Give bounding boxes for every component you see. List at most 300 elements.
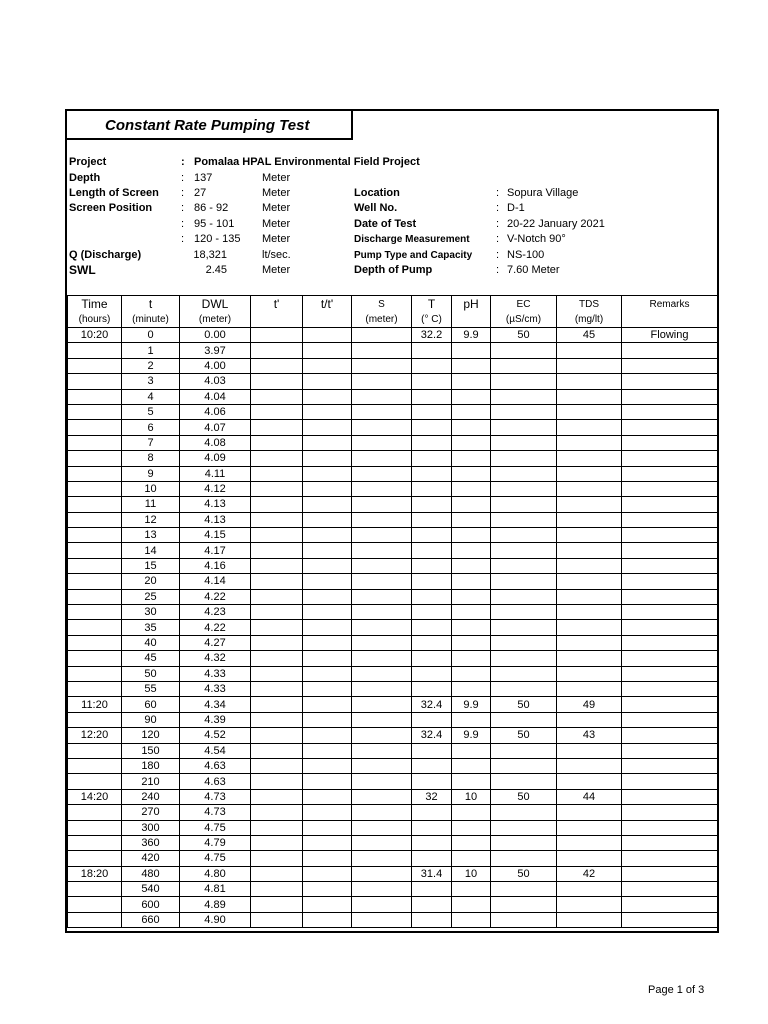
cell-dwl: 4.80	[180, 866, 251, 881]
cell-ph	[452, 466, 491, 481]
cell-time	[68, 389, 122, 404]
info-value: Pomalaa HPAL Environmental Field Project	[194, 156, 420, 168]
cell-t-over-t-prime	[303, 866, 352, 881]
cell-time	[68, 743, 122, 758]
cell-dwl: 4.79	[180, 835, 251, 850]
cell-time	[68, 404, 122, 419]
cell-dwl: 4.13	[180, 497, 251, 512]
info-separator: :	[181, 172, 185, 184]
cell-s	[352, 343, 412, 358]
info-unit: Meter	[262, 264, 291, 276]
cell-tds: 43	[557, 728, 622, 743]
cell-ph	[452, 758, 491, 773]
cell-dwl: 4.03	[180, 374, 251, 389]
cell-ph	[452, 620, 491, 635]
cell-s	[352, 666, 412, 681]
cell-remarks	[622, 882, 718, 897]
cell-t-prime	[251, 466, 303, 481]
cell-time	[68, 666, 122, 681]
table-row	[68, 912, 718, 927]
cell-s	[352, 543, 412, 558]
cell-temperature	[412, 358, 452, 373]
cell-t: 8	[122, 451, 180, 466]
cell-ec	[491, 512, 557, 527]
table-header-row	[68, 296, 718, 313]
cell-t-over-t-prime	[303, 497, 352, 512]
cell-remarks	[622, 374, 718, 389]
cell-remarks	[622, 528, 718, 543]
cell-ph	[452, 435, 491, 450]
cell-time	[68, 558, 122, 573]
cell-t: 11	[122, 497, 180, 512]
cell-dwl: 4.75	[180, 851, 251, 866]
cell-t-prime	[251, 758, 303, 773]
cell-ec: 50	[491, 866, 557, 881]
cell-temperature	[412, 743, 452, 758]
cell-remarks	[622, 820, 718, 835]
cell-dwl: 4.15	[180, 528, 251, 543]
cell-dwl: 4.54	[180, 743, 251, 758]
column-unit-ec: (µS/cm)	[491, 312, 557, 328]
info-label: Project	[69, 156, 107, 168]
cell-ec	[491, 528, 557, 543]
cell-tds: 42	[557, 866, 622, 881]
info-separator: :	[181, 187, 185, 199]
cell-s	[352, 635, 412, 650]
cell-ph: 10	[452, 866, 491, 881]
column-header-temperature: T	[412, 296, 452, 313]
info-separator: :	[496, 233, 500, 245]
cell-t: 270	[122, 805, 180, 820]
cell-tds	[557, 681, 622, 696]
info-unit: Meter	[262, 202, 291, 214]
cell-remarks	[622, 389, 718, 404]
cell-ec	[491, 389, 557, 404]
cell-ph	[452, 805, 491, 820]
cell-ec	[491, 497, 557, 512]
cell-t-over-t-prime	[303, 712, 352, 727]
cell-t-prime	[251, 651, 303, 666]
table-row	[68, 851, 718, 866]
cell-remarks	[622, 605, 718, 620]
cell-ph	[452, 404, 491, 419]
cell-t-over-t-prime	[303, 620, 352, 635]
cell-t-prime	[251, 712, 303, 727]
cell-remarks	[622, 712, 718, 727]
cell-t-prime	[251, 620, 303, 635]
cell-time	[68, 635, 122, 650]
cell-ph	[452, 497, 491, 512]
cell-temperature: 32.4	[412, 728, 452, 743]
info-separator: :	[181, 233, 185, 245]
cell-t-prime	[251, 728, 303, 743]
cell-t: 50	[122, 666, 180, 681]
cell-time	[68, 712, 122, 727]
column-header-tds: TDS	[557, 296, 622, 313]
info-value: 7.60 Meter	[507, 264, 560, 276]
cell-ec: 50	[491, 789, 557, 804]
cell-t: 15	[122, 558, 180, 573]
cell-dwl: 4.22	[180, 620, 251, 635]
cell-ph	[452, 512, 491, 527]
table-row	[68, 866, 718, 881]
info-separator: :	[181, 156, 185, 168]
cell-remarks	[622, 574, 718, 589]
cell-t: 7	[122, 435, 180, 450]
info-value: 18,321	[193, 249, 227, 261]
info-value: Sopura Village	[507, 187, 579, 199]
cell-remarks	[622, 543, 718, 558]
cell-ph	[452, 374, 491, 389]
cell-t-over-t-prime	[303, 697, 352, 712]
cell-tds	[557, 389, 622, 404]
cell-s	[352, 528, 412, 543]
info-label: Q (Discharge)	[69, 249, 142, 261]
cell-t-prime	[251, 512, 303, 527]
cell-t-prime	[251, 435, 303, 450]
cell-temperature	[412, 404, 452, 419]
info-value: NS-100	[507, 249, 545, 261]
cell-t: 180	[122, 758, 180, 773]
cell-dwl: 0.00	[180, 328, 251, 343]
cell-t-over-t-prime	[303, 528, 352, 543]
cell-t: 0	[122, 328, 180, 343]
cell-ph	[452, 589, 491, 604]
cell-ec	[491, 882, 557, 897]
cell-temperature	[412, 451, 452, 466]
info-value: 86 - 92	[194, 202, 229, 214]
cell-tds	[557, 712, 622, 727]
cell-ec	[491, 635, 557, 650]
pumping-data-table	[67, 295, 718, 928]
cell-time	[68, 481, 122, 496]
cell-t-over-t-prime	[303, 774, 352, 789]
cell-t: 90	[122, 712, 180, 727]
cell-t-prime	[251, 789, 303, 804]
table-row	[68, 466, 718, 481]
cell-temperature	[412, 666, 452, 681]
cell-t: 420	[122, 851, 180, 866]
cell-remarks	[622, 789, 718, 804]
cell-temperature	[412, 574, 452, 589]
cell-ph	[452, 451, 491, 466]
cell-t: 120	[122, 728, 180, 743]
cell-tds	[557, 543, 622, 558]
cell-tds	[557, 558, 622, 573]
cell-ph	[452, 666, 491, 681]
cell-time	[68, 466, 122, 481]
cell-dwl: 4.89	[180, 897, 251, 912]
cell-t-over-t-prime	[303, 851, 352, 866]
cell-remarks	[622, 635, 718, 650]
info-separator: :	[496, 264, 500, 276]
cell-ec	[491, 451, 557, 466]
cell-dwl: 4.00	[180, 358, 251, 373]
info-separator: :	[181, 218, 185, 230]
cell-t-prime	[251, 697, 303, 712]
cell-s	[352, 789, 412, 804]
cell-ec	[491, 666, 557, 681]
table-row	[68, 481, 718, 496]
column-unit-s: (meter)	[352, 312, 412, 328]
cell-t-over-t-prime	[303, 835, 352, 850]
cell-time	[68, 497, 122, 512]
cell-s	[352, 835, 412, 850]
cell-s	[352, 574, 412, 589]
cell-temperature	[412, 912, 452, 927]
cell-t-over-t-prime	[303, 574, 352, 589]
cell-s	[352, 374, 412, 389]
cell-tds	[557, 805, 622, 820]
cell-remarks	[622, 481, 718, 496]
cell-tds	[557, 882, 622, 897]
cell-remarks	[622, 728, 718, 743]
cell-s	[352, 897, 412, 912]
cell-remarks	[622, 512, 718, 527]
cell-tds	[557, 851, 622, 866]
column-header-dwl: DWL	[180, 296, 251, 313]
cell-time	[68, 912, 122, 927]
table-row	[68, 712, 718, 727]
cell-dwl: 4.33	[180, 681, 251, 696]
cell-t-prime	[251, 835, 303, 850]
cell-dwl: 4.73	[180, 805, 251, 820]
cell-t: 4	[122, 389, 180, 404]
cell-ec	[491, 712, 557, 727]
cell-s	[352, 481, 412, 496]
cell-t-over-t-prime	[303, 558, 352, 573]
cell-tds	[557, 435, 622, 450]
cell-temperature	[412, 774, 452, 789]
table-row	[68, 805, 718, 820]
cell-time: 10:20	[68, 328, 122, 343]
cell-t-prime	[251, 820, 303, 835]
table-row	[68, 589, 718, 604]
info-label: Length of Screen	[69, 187, 159, 199]
column-header-t: t	[122, 296, 180, 313]
cell-time	[68, 820, 122, 835]
cell-t-over-t-prime	[303, 681, 352, 696]
cell-time: 14:20	[68, 789, 122, 804]
cell-ph	[452, 528, 491, 543]
cell-time: 11:20	[68, 697, 122, 712]
cell-dwl: 4.08	[180, 435, 251, 450]
cell-t-prime	[251, 558, 303, 573]
cell-tds: 44	[557, 789, 622, 804]
info-unit: Meter	[262, 218, 291, 230]
cell-time	[68, 512, 122, 527]
cell-t: 10	[122, 481, 180, 496]
table-row	[68, 574, 718, 589]
info-separator: :	[496, 249, 500, 261]
cell-ec	[491, 589, 557, 604]
cell-s	[352, 435, 412, 450]
cell-temperature	[412, 528, 452, 543]
column-header-ec: EC	[491, 296, 557, 313]
cell-temperature	[412, 605, 452, 620]
page-number: Page 1 of 3	[648, 984, 705, 996]
cell-time	[68, 605, 122, 620]
table-row	[68, 605, 718, 620]
cell-t-prime	[251, 866, 303, 881]
table-row	[68, 543, 718, 558]
info-separator: :	[496, 218, 500, 230]
info-value: 95 - 101	[194, 218, 235, 230]
cell-ec	[491, 651, 557, 666]
document-title: Constant Rate Pumping Test	[105, 117, 310, 134]
info-separator: :	[181, 202, 185, 214]
cell-s	[352, 743, 412, 758]
cell-temperature	[412, 466, 452, 481]
cell-ec	[491, 574, 557, 589]
table-row	[68, 512, 718, 527]
column-header-s: S	[352, 296, 412, 313]
table-row	[68, 374, 718, 389]
info-label: Date of Test	[354, 218, 417, 230]
cell-tds	[557, 451, 622, 466]
info-value: 137	[194, 172, 213, 184]
cell-t-prime	[251, 358, 303, 373]
cell-remarks	[622, 697, 718, 712]
table-row	[68, 666, 718, 681]
cell-t-prime	[251, 374, 303, 389]
cell-t: 6	[122, 420, 180, 435]
cell-t-over-t-prime	[303, 328, 352, 343]
cell-ph: 9.9	[452, 728, 491, 743]
cell-ec	[491, 358, 557, 373]
cell-dwl: 4.11	[180, 466, 251, 481]
info-value: 120 - 135	[194, 233, 241, 245]
cell-t-over-t-prime	[303, 374, 352, 389]
cell-dwl: 4.34	[180, 697, 251, 712]
cell-t: 600	[122, 897, 180, 912]
cell-t-prime	[251, 666, 303, 681]
cell-remarks	[622, 897, 718, 912]
cell-t-over-t-prime	[303, 420, 352, 435]
cell-ec	[491, 681, 557, 696]
cell-temperature	[412, 589, 452, 604]
cell-dwl: 4.06	[180, 404, 251, 419]
cell-remarks	[622, 666, 718, 681]
column-unit-ph	[452, 312, 491, 328]
cell-t: 45	[122, 651, 180, 666]
cell-dwl: 4.52	[180, 728, 251, 743]
cell-t-prime	[251, 574, 303, 589]
cell-t-prime	[251, 343, 303, 358]
cell-t: 2	[122, 358, 180, 373]
cell-remarks	[622, 774, 718, 789]
cell-s	[352, 497, 412, 512]
cell-t-prime	[251, 774, 303, 789]
cell-ec	[491, 420, 557, 435]
cell-t: 40	[122, 635, 180, 650]
cell-dwl: 4.32	[180, 651, 251, 666]
cell-t-prime	[251, 897, 303, 912]
table-row	[68, 820, 718, 835]
cell-s	[352, 697, 412, 712]
cell-remarks	[622, 435, 718, 450]
cell-t-prime	[251, 328, 303, 343]
cell-dwl: 4.12	[180, 481, 251, 496]
cell-s	[352, 558, 412, 573]
cell-t: 210	[122, 774, 180, 789]
cell-t-over-t-prime	[303, 481, 352, 496]
cell-remarks	[622, 404, 718, 419]
cell-tds	[557, 666, 622, 681]
cell-ec	[491, 820, 557, 835]
cell-t: 20	[122, 574, 180, 589]
table-row	[68, 897, 718, 912]
cell-s	[352, 805, 412, 820]
cell-t-prime	[251, 543, 303, 558]
info-unit: Meter	[262, 187, 291, 199]
cell-temperature	[412, 851, 452, 866]
cell-ec	[491, 897, 557, 912]
cell-ph	[452, 774, 491, 789]
cell-remarks	[622, 758, 718, 773]
cell-dwl: 3.97	[180, 343, 251, 358]
cell-time	[68, 528, 122, 543]
table-row	[68, 343, 718, 358]
cell-t: 60	[122, 697, 180, 712]
column-unit-t-over-t-prime	[303, 312, 352, 328]
cell-t-over-t-prime	[303, 728, 352, 743]
cell-s	[352, 912, 412, 927]
cell-t: 14	[122, 543, 180, 558]
table-row	[68, 835, 718, 850]
cell-t-prime	[251, 389, 303, 404]
cell-t-over-t-prime	[303, 512, 352, 527]
cell-ph: 10	[452, 789, 491, 804]
cell-temperature	[412, 820, 452, 835]
cell-time	[68, 882, 122, 897]
table-row	[68, 528, 718, 543]
cell-dwl: 4.16	[180, 558, 251, 573]
cell-t: 12	[122, 512, 180, 527]
cell-t: 300	[122, 820, 180, 835]
cell-temperature	[412, 897, 452, 912]
cell-ec	[491, 758, 557, 773]
cell-ec	[491, 743, 557, 758]
cell-ph	[452, 574, 491, 589]
cell-ph	[452, 835, 491, 850]
cell-dwl: 4.22	[180, 589, 251, 604]
cell-ph	[452, 743, 491, 758]
cell-remarks	[622, 589, 718, 604]
cell-t-prime	[251, 404, 303, 419]
cell-remarks	[622, 651, 718, 666]
cell-time	[68, 805, 122, 820]
cell-remarks	[622, 805, 718, 820]
table-row	[68, 404, 718, 419]
cell-temperature: 32	[412, 789, 452, 804]
cell-t-prime	[251, 589, 303, 604]
table-body	[68, 328, 718, 928]
cell-temperature	[412, 374, 452, 389]
cell-remarks	[622, 343, 718, 358]
cell-ph	[452, 389, 491, 404]
info-value: V-Notch 90°	[507, 233, 566, 245]
cell-ec	[491, 481, 557, 496]
info-separator: :	[496, 202, 500, 214]
cell-t-over-t-prime	[303, 912, 352, 927]
cell-ph: 9.9	[452, 328, 491, 343]
cell-ec	[491, 558, 557, 573]
column-unit-remarks	[622, 312, 718, 328]
cell-t: 13	[122, 528, 180, 543]
cell-time	[68, 620, 122, 635]
column-unit-time: (hours)	[68, 312, 122, 328]
